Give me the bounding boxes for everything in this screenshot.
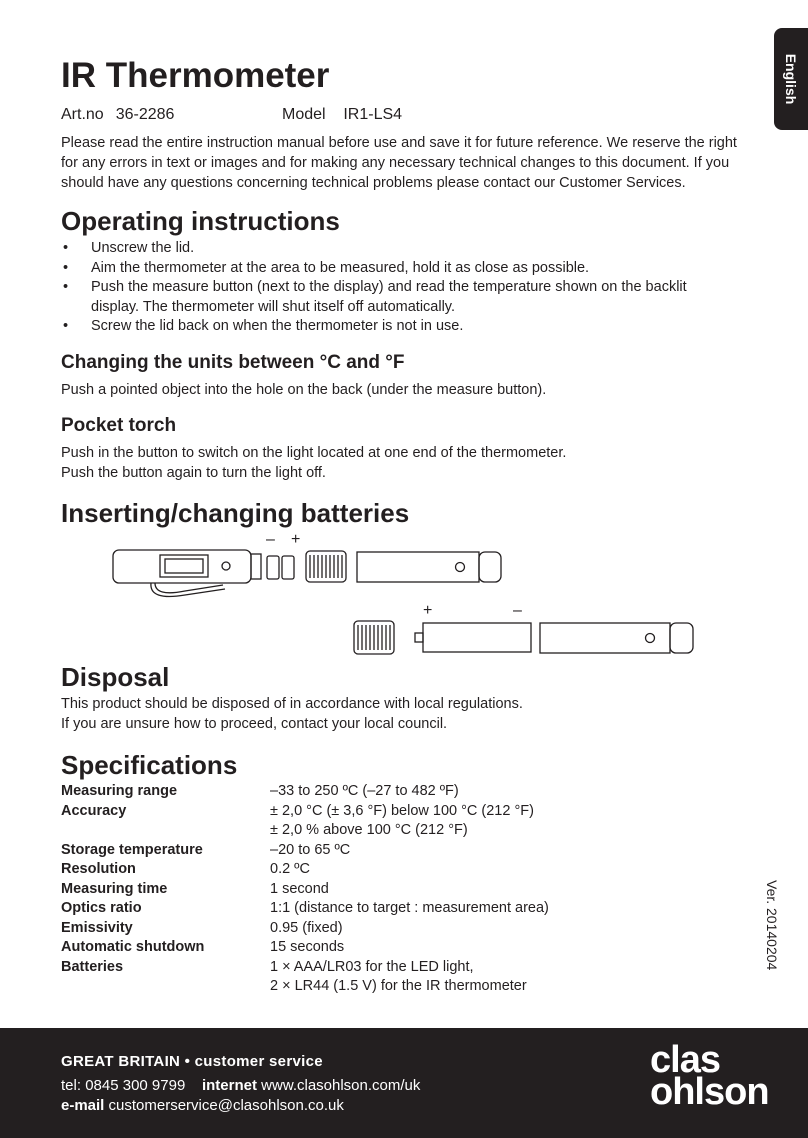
spec-label	[61, 977, 270, 997]
spec-label: Storage temperature	[61, 841, 203, 858]
footer-country: GREAT BRITAIN • customer service	[61, 1053, 323, 1070]
spec-value: 1 × AAA/LR03 for the LED light,	[270, 958, 474, 975]
polarity-minus: –	[513, 602, 522, 619]
disposal-heading: Disposal	[61, 662, 170, 692]
list-item: • Screw the lid back on when the thermometer is not in use.	[61, 317, 701, 337]
torch-text-1: Push in the button to switch on the light located at one end of the thermometer.	[61, 445, 567, 461]
cap-end	[479, 552, 501, 582]
table-row	[61, 821, 621, 841]
footer-contact-line	[61, 1077, 420, 1094]
internet-link[interactable]: www.clasohlson.com/uk	[261, 1077, 421, 1094]
battery-diagram	[95, 527, 700, 662]
cap-hole	[456, 563, 465, 572]
operating-heading: Operating instructions	[61, 206, 340, 236]
spec-label: Automatic shutdown	[61, 939, 205, 955]
footer	[0, 1028, 808, 1138]
internet-label: internet	[201, 1077, 257, 1094]
pocket-clip	[151, 583, 225, 597]
spec-value: ± 2,0 % above 100 °C (212 °F)	[270, 822, 468, 838]
lr44-cell	[282, 556, 294, 579]
spec-value: 0.2 ºC	[270, 861, 310, 877]
logo-line-2: ohlson	[650, 1071, 769, 1113]
lr44-cell	[267, 556, 279, 579]
model-label: Model	[282, 106, 326, 123]
tel-label: tel:	[61, 1077, 82, 1094]
list-item: • Unscrew the lid.	[61, 239, 701, 259]
aaa-battery	[423, 623, 531, 652]
units-text: Push a pointed object into the hole on the back (under the measure button).	[61, 382, 547, 398]
art-number: 36-2286	[115, 106, 175, 123]
spec-label: Batteries	[61, 958, 124, 975]
disposal-text-2: If you are unsure how to proceed, contact your local council.	[61, 716, 448, 732]
spec-label: Emissivity	[61, 919, 133, 936]
spec-value: 0.95 (fixed)	[270, 919, 343, 936]
language-tab-label: English	[783, 53, 799, 105]
body-end	[251, 554, 261, 579]
battery-terminal	[415, 633, 423, 642]
table-row	[61, 802, 621, 822]
spec-value: –33 to 250 ºC (–27 to 482 ºF)	[270, 783, 459, 799]
version-label: Ver. 20140204	[764, 880, 780, 971]
operating-list	[61, 239, 701, 337]
logo-line-1: clas	[650, 1039, 720, 1081]
article-info	[61, 106, 403, 124]
model-number: IR1-LS4	[343, 106, 403, 123]
table-row	[61, 841, 621, 861]
torch-heading: Pocket torch	[61, 415, 177, 436]
spec-label: Optics ratio	[61, 900, 142, 916]
cap-hole	[646, 634, 655, 643]
page-title: IR Thermometer	[61, 56, 330, 95]
spec-value: ± 2,0 °C (± 3,6 °F) below 100 °C (212 °F)	[270, 802, 534, 819]
spec-label	[61, 821, 270, 841]
table-row	[61, 880, 621, 900]
list-item: • Push the measure button (next to the display) and read the temperature shown on the backlit display. The thermometer will shut itself off automatically.	[61, 278, 701, 317]
spec-value: –20 to 65 ºC	[270, 841, 351, 858]
spec-label: Accuracy	[61, 802, 127, 819]
table-row	[61, 782, 621, 802]
measure-button	[222, 562, 230, 570]
table-row	[61, 938, 621, 958]
disposal-text-1: This product should be disposed of in accordance with local regulations.	[61, 696, 523, 712]
table-row	[61, 899, 621, 919]
table-row	[61, 958, 621, 978]
specs-table	[61, 782, 621, 997]
polarity-minus: –	[266, 531, 275, 548]
spec-value: 1 second	[270, 880, 329, 897]
spec-label: Resolution	[61, 861, 136, 877]
cap	[357, 552, 479, 582]
spec-label: Measuring range	[61, 783, 178, 799]
units-heading: Changing the units between °C and °F	[61, 352, 405, 373]
cap	[540, 623, 670, 653]
spec-value: 2 × LR44 (1.5 V) for the IR thermometer	[270, 978, 527, 994]
art-label: Art.no	[61, 106, 104, 123]
display-screen	[165, 559, 203, 573]
footer-email-line	[61, 1097, 344, 1114]
table-row	[61, 919, 621, 939]
torch-text-2: Push the button again to turn the light off.	[61, 465, 326, 481]
model-info	[282, 106, 402, 124]
intro-text: Please read the entire instruction manual before use and save it for future reference. We reserve the right for any errors in text or images and for making any necessary technical changes to this document. If you should have any questions concerning technical problems please contact our Customer Services.	[61, 135, 737, 191]
email-label: e-mail	[61, 1097, 105, 1114]
spec-value: 15 seconds	[270, 939, 345, 955]
batteries-heading: Inserting/changing batteries	[61, 498, 410, 528]
brand-logo	[650, 1039, 769, 1113]
tel-number[interactable]: 0845 300 9799	[85, 1077, 186, 1094]
table-row	[61, 860, 621, 880]
polarity-plus: +	[423, 602, 433, 619]
spec-value: 1:1 (distance to target : measurement area)	[270, 900, 549, 916]
display-outline	[160, 555, 208, 577]
specs-heading: Specifications	[61, 750, 238, 780]
polarity-plus: +	[291, 531, 301, 548]
language-tab	[774, 28, 808, 130]
email-link[interactable]: customerservice@clasohlson.co.uk	[108, 1097, 344, 1114]
cap-end	[670, 623, 693, 653]
spec-label: Measuring time	[61, 880, 168, 897]
list-item: • Aim the thermometer at the area to be measured, hold it as close as possible.	[61, 259, 701, 279]
table-row	[61, 977, 621, 997]
